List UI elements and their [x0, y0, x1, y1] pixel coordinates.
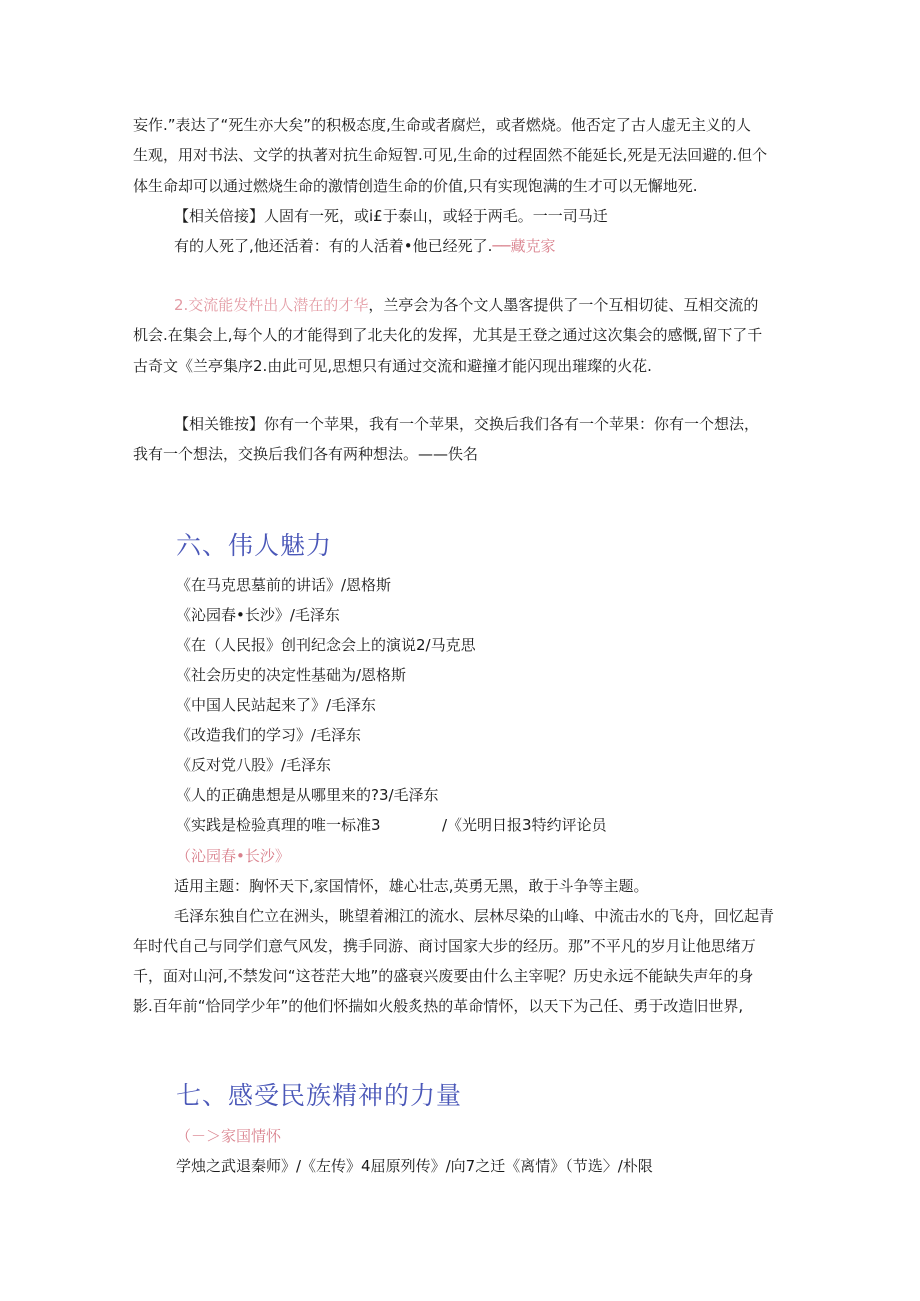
section-subhead: （－＞家国情怀	[176, 1127, 282, 1145]
paragraph-line	[174, 295, 758, 315]
paragraph-line: 学烛之武退秦师》/《左传》4屈原列传》/向7之迁《离情》（节选〉/朴限	[176, 1157, 653, 1175]
paragraph-line: 生观，用对书法、文学的执著对抗生命短智.可见,生命的过程固然不能延长,死是无法回避的.但个	[133, 146, 768, 164]
section-subhead: （沁园春•长沙》	[176, 847, 290, 865]
section-heading: 七、感受民族精神的力量	[176, 1081, 463, 1110]
paragraph-line: 毛泽东独自伫立在洲头，眺望着湘江的流水、层林尽染的山峰、中流击水的飞舟，回忆起青	[174, 907, 775, 925]
list-item: 《中国人民站起来了》/毛泽东	[176, 696, 377, 714]
quote-author: ──藏克家	[492, 237, 556, 255]
list-item: 《在（人民报》创刊纪念会上的演说2/马克思	[176, 636, 476, 654]
related-quote: 我有一个想法，交换后我们各有两种想法。——佚名	[133, 445, 479, 463]
paragraph-line: 年时代自己与同学们意气风发，携手同游、商讨国家大步的经历。那”不平凡的岁月让他思绪万	[133, 937, 756, 955]
paragraph-text: ，兰亭会为各个文人墨客提供了一个互相切徒、互相交流的	[368, 296, 759, 314]
list-item: /《光明日报3特约评论员	[442, 816, 607, 834]
related-quote: 【相关倍接】人固有一死，或i£于泰山，或轻于两毛。一一司马迁	[174, 207, 608, 225]
paragraph-lead: 2.交流能发杵出人潜在的才华	[174, 296, 369, 314]
quote-text: 有的人死了,他还活着：有的人活着•他已经死了.	[174, 237, 493, 255]
paragraph-line: 机会.在集会上,每个人的才能得到了北夫化的发挥，尤其是王登之通过这次集会的感慨,留下了千	[133, 326, 763, 344]
list-item: 《沁园春•长沙》/毛泽东	[176, 606, 340, 624]
related-quote: 【相关锥按】你有一个苹果，我有一个苹果，交换后我们各有一个苹果：你有一个想法，	[174, 415, 760, 433]
section-heading: 六、伟人魅力	[176, 531, 333, 560]
theme-line: 适用主题：胸怀天下,家国情怀，雄心壮志,英勇无黑，敢于斗争等主题。	[174, 877, 649, 895]
paragraph-line: 古奇文《兰亭集序2.由此可见,思想只有通过交流和避撞才能闪现出璀璨的火花.	[133, 357, 652, 375]
list-item: 《社会历史的决定性基础为/恩格斯	[176, 666, 407, 684]
list-item: 《改造我们的学习》/毛泽东	[176, 726, 362, 744]
list-item: 《人的正确患想是从哪里来的?3/毛泽东	[176, 786, 439, 804]
list-item: 《反对党八股》/毛泽东	[176, 756, 332, 774]
list-item: 《在马克思墓前的讲话》/恩格斯	[176, 576, 392, 594]
paragraph-line: 妄作.”表达了“死生亦大矣”的积极态度,生命或者腐烂，或者燃烧。他否定了古人虚无主义的人	[133, 116, 751, 134]
paragraph-line: 体生命却可以通过燃烧生命的激情创造生命的价值,只有实现饱满的生才可以无懈地死.	[133, 177, 698, 195]
paragraph-line: 千，面对山河,不禁发问“这苍茫大地”的盛衰兴废要由什么主宰呢？历史永远不能缺失声年的身	[133, 967, 754, 985]
related-quote	[174, 236, 555, 256]
paragraph-line: 影.百年前“恰同学少年”的他们怀揣如火般炙热的革命情怀，以天下为己任、勇于改造旧世界,	[133, 997, 744, 1015]
list-item: 《实践是检验真理的唯一标准3	[176, 816, 381, 834]
